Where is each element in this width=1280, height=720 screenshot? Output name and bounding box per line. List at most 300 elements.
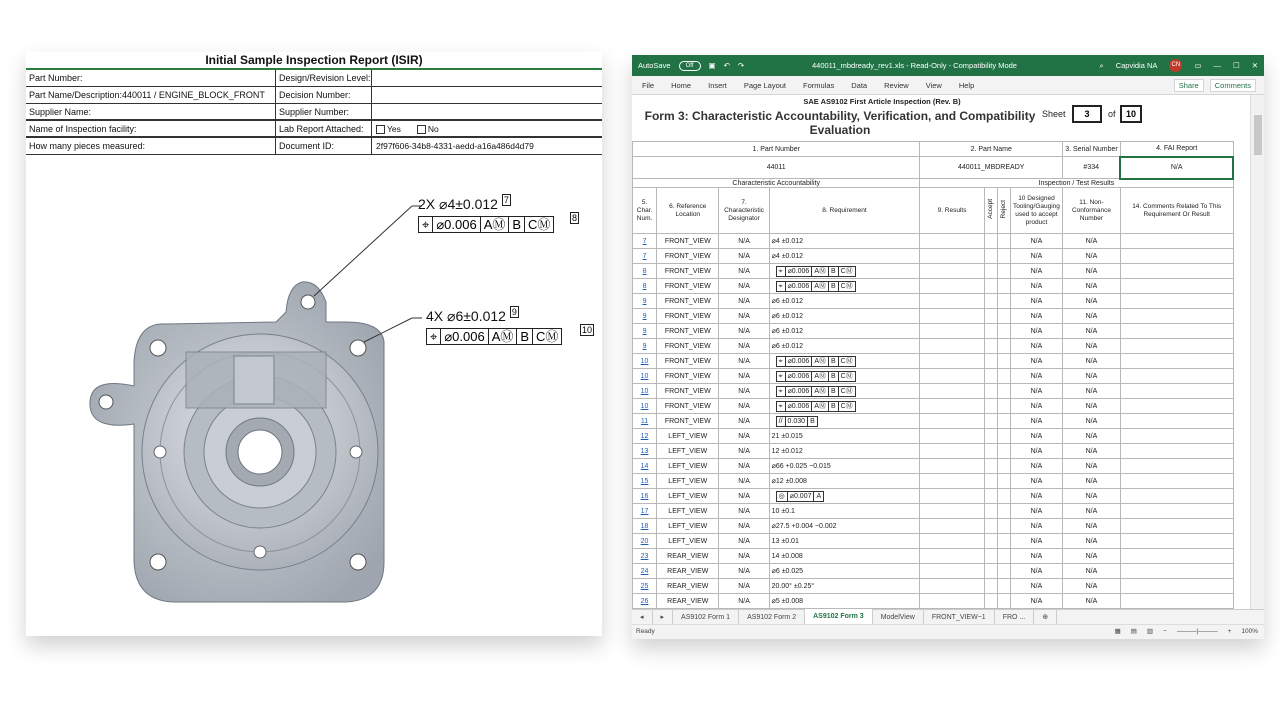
comments[interactable]: [1120, 519, 1233, 534]
non-conformance[interactable]: N/A: [1063, 504, 1121, 519]
accept[interactable]: [984, 384, 997, 399]
accept[interactable]: [984, 444, 997, 459]
char-num[interactable]: 11: [633, 414, 657, 429]
characteristic-designator[interactable]: N/A: [719, 339, 769, 354]
non-conformance[interactable]: N/A: [1063, 279, 1121, 294]
characteristic-designator[interactable]: N/A: [719, 399, 769, 414]
comments[interactable]: [1120, 399, 1233, 414]
characteristic-designator[interactable]: N/A: [719, 324, 769, 339]
accept[interactable]: [984, 564, 997, 579]
requirement[interactable]: ⌀4 ±0.012: [769, 234, 920, 249]
reference-location[interactable]: FRONT_VIEW: [657, 339, 719, 354]
accept[interactable]: [984, 309, 997, 324]
redo-icon[interactable]: ↷: [737, 61, 745, 70]
reference-location[interactable]: FRONT_VIEW: [657, 414, 719, 429]
results[interactable]: [920, 384, 984, 399]
non-conformance[interactable]: N/A: [1063, 369, 1121, 384]
non-conformance[interactable]: N/A: [1063, 459, 1121, 474]
requirement[interactable]: ⌀6 ±0.025: [769, 564, 920, 579]
non-conformance[interactable]: N/A: [1063, 324, 1121, 339]
reference-location[interactable]: FRONT_VIEW: [657, 294, 719, 309]
close-icon[interactable]: ✕: [1251, 61, 1258, 70]
share-button[interactable]: Share: [1174, 79, 1204, 92]
reject[interactable]: [997, 264, 1010, 279]
accept[interactable]: [984, 399, 997, 414]
characteristic-designator[interactable]: N/A: [719, 459, 769, 474]
requirement[interactable]: ⌀6 ±0.012: [769, 294, 920, 309]
requirement[interactable]: [769, 384, 920, 399]
results[interactable]: [920, 369, 984, 384]
char-num[interactable]: 8: [633, 279, 657, 294]
ribbon-display-icon[interactable]: ▭: [1194, 61, 1202, 70]
char-num[interactable]: 14: [633, 459, 657, 474]
comments[interactable]: [1120, 264, 1233, 279]
accept[interactable]: [984, 264, 997, 279]
reject[interactable]: [997, 249, 1010, 264]
results[interactable]: [920, 279, 984, 294]
results[interactable]: [920, 309, 984, 324]
reject[interactable]: [997, 579, 1010, 594]
accept[interactable]: [984, 489, 997, 504]
reference-location[interactable]: FRONT_VIEW: [657, 324, 719, 339]
comments[interactable]: [1120, 534, 1233, 549]
non-conformance[interactable]: N/A: [1063, 294, 1121, 309]
requirement[interactable]: [769, 264, 920, 279]
requirement[interactable]: [769, 399, 920, 414]
characteristic-designator[interactable]: N/A: [719, 549, 769, 564]
char-num[interactable]: 10: [633, 384, 657, 399]
tab-fro-[interactable]: FRO ...: [995, 610, 1035, 625]
accept[interactable]: [984, 369, 997, 384]
reference-location[interactable]: FRONT_VIEW: [657, 279, 719, 294]
menu-data[interactable]: Data: [851, 80, 868, 90]
characteristic-designator[interactable]: N/A: [719, 534, 769, 549]
tooling[interactable]: N/A: [1010, 249, 1062, 264]
characteristic-designator[interactable]: N/A: [719, 564, 769, 579]
results[interactable]: [920, 294, 984, 309]
characteristic-designator[interactable]: N/A: [719, 474, 769, 489]
non-conformance[interactable]: N/A: [1063, 534, 1121, 549]
results[interactable]: [920, 504, 984, 519]
requirement[interactable]: 10 ±0.1: [769, 504, 920, 519]
tooling[interactable]: N/A: [1010, 294, 1062, 309]
comments[interactable]: [1120, 309, 1233, 324]
reject[interactable]: [997, 294, 1010, 309]
accept[interactable]: [984, 594, 997, 609]
reject[interactable]: [997, 279, 1010, 294]
reference-location[interactable]: LEFT_VIEW: [657, 444, 719, 459]
characteristic-designator[interactable]: N/A: [719, 369, 769, 384]
characteristic-designator[interactable]: N/A: [719, 264, 769, 279]
char-num[interactable]: 16: [633, 489, 657, 504]
char-num[interactable]: 23: [633, 549, 657, 564]
accept[interactable]: [984, 279, 997, 294]
zoom-out-icon[interactable]: −: [1163, 628, 1167, 635]
char-num[interactable]: 9: [633, 339, 657, 354]
reference-location[interactable]: REAR_VIEW: [657, 594, 719, 609]
requirement[interactable]: [769, 414, 920, 429]
results[interactable]: [920, 429, 984, 444]
char-num[interactable]: 17: [633, 504, 657, 519]
reference-location[interactable]: FRONT_VIEW: [657, 249, 719, 264]
characteristic-designator[interactable]: N/A: [719, 429, 769, 444]
maximize-icon[interactable]: ☐: [1232, 61, 1240, 70]
tooling[interactable]: N/A: [1010, 309, 1062, 324]
non-conformance[interactable]: N/A: [1063, 264, 1121, 279]
comments[interactable]: [1120, 354, 1233, 369]
characteristic-designator[interactable]: N/A: [719, 444, 769, 459]
char-num[interactable]: 25: [633, 579, 657, 594]
accept[interactable]: [984, 354, 997, 369]
comments[interactable]: [1120, 294, 1233, 309]
requirement[interactable]: 20.00° ±0.25°: [769, 579, 920, 594]
zoom-slider[interactable]: ———|———: [1176, 628, 1218, 635]
characteristic-designator[interactable]: N/A: [719, 354, 769, 369]
non-conformance[interactable]: N/A: [1063, 414, 1121, 429]
fai-report-value[interactable]: N/A: [1120, 157, 1233, 179]
results[interactable]: [920, 354, 984, 369]
tooling[interactable]: N/A: [1010, 369, 1062, 384]
tooling[interactable]: N/A: [1010, 594, 1062, 609]
char-num[interactable]: 8: [633, 264, 657, 279]
tooling[interactable]: N/A: [1010, 324, 1062, 339]
characteristic-designator[interactable]: N/A: [719, 249, 769, 264]
reject[interactable]: [997, 549, 1010, 564]
tooling[interactable]: N/A: [1010, 354, 1062, 369]
results[interactable]: [920, 339, 984, 354]
scrollbar-thumb[interactable]: [1254, 115, 1262, 155]
requirement[interactable]: [769, 489, 920, 504]
tooling[interactable]: N/A: [1010, 384, 1062, 399]
tooling[interactable]: N/A: [1010, 519, 1062, 534]
accept[interactable]: [984, 519, 997, 534]
reference-location[interactable]: FRONT_VIEW: [657, 369, 719, 384]
reference-location[interactable]: FRONT_VIEW: [657, 354, 719, 369]
non-conformance[interactable]: N/A: [1063, 309, 1121, 324]
reject[interactable]: [997, 594, 1010, 609]
comments[interactable]: [1120, 459, 1233, 474]
comments[interactable]: [1120, 474, 1233, 489]
char-num[interactable]: 9: [633, 294, 657, 309]
autosave-toggle[interactable]: Off: [679, 61, 701, 71]
non-conformance[interactable]: N/A: [1063, 384, 1121, 399]
menu-review[interactable]: Review: [884, 80, 909, 90]
non-conformance[interactable]: N/A: [1063, 594, 1121, 609]
reference-location[interactable]: LEFT_VIEW: [657, 534, 719, 549]
menu-home[interactable]: Home: [671, 80, 692, 90]
sheet-total[interactable]: 10: [1120, 105, 1142, 123]
vertical-scrollbar[interactable]: [1250, 95, 1264, 609]
non-conformance[interactable]: N/A: [1063, 444, 1121, 459]
yes-checkbox[interactable]: [376, 125, 385, 134]
non-conformance[interactable]: N/A: [1063, 564, 1121, 579]
reject[interactable]: [997, 339, 1010, 354]
results[interactable]: [920, 594, 984, 609]
menu-formulas[interactable]: Formulas: [803, 80, 835, 90]
tab-nav-next[interactable]: ▸: [653, 610, 674, 625]
tooling[interactable]: N/A: [1010, 579, 1062, 594]
reject[interactable]: [997, 519, 1010, 534]
characteristic-designator[interactable]: N/A: [719, 384, 769, 399]
non-conformance[interactable]: N/A: [1063, 489, 1121, 504]
requirement[interactable]: 12 ±0.012: [769, 444, 920, 459]
requirement[interactable]: ⌀6 ±0.012: [769, 309, 920, 324]
results[interactable]: [920, 474, 984, 489]
comments[interactable]: [1120, 489, 1233, 504]
results[interactable]: [920, 579, 984, 594]
reject[interactable]: [997, 324, 1010, 339]
accept[interactable]: [984, 474, 997, 489]
reject[interactable]: [997, 489, 1010, 504]
characteristic-designator[interactable]: N/A: [719, 294, 769, 309]
tooling[interactable]: N/A: [1010, 489, 1062, 504]
requirement[interactable]: ⌀6 ±0.012: [769, 324, 920, 339]
comments-button[interactable]: Comments: [1210, 79, 1256, 92]
tooling[interactable]: N/A: [1010, 234, 1062, 249]
reject[interactable]: [997, 369, 1010, 384]
results[interactable]: [920, 549, 984, 564]
comments[interactable]: [1120, 324, 1233, 339]
comments[interactable]: [1120, 564, 1233, 579]
accept[interactable]: [984, 324, 997, 339]
requirement[interactable]: 21 ±0.015: [769, 429, 920, 444]
isir-field-value[interactable]: [372, 104, 602, 119]
tab-modelview[interactable]: ModelView: [873, 610, 924, 625]
char-num[interactable]: 15: [633, 474, 657, 489]
normal-view-icon[interactable]: ▦: [1114, 628, 1121, 635]
tab-as9102-form-1[interactable]: AS9102 Form 1: [673, 610, 739, 625]
non-conformance[interactable]: N/A: [1063, 519, 1121, 534]
reject[interactable]: [997, 309, 1010, 324]
reference-location[interactable]: LEFT_VIEW: [657, 519, 719, 534]
comments[interactable]: [1120, 549, 1233, 564]
char-num[interactable]: 7: [633, 249, 657, 264]
comments[interactable]: [1120, 249, 1233, 264]
non-conformance[interactable]: N/A: [1063, 354, 1121, 369]
tab-as9102-form-3[interactable]: AS9102 Form 3: [805, 609, 873, 626]
zoom-level[interactable]: 100%: [1241, 628, 1258, 635]
tab-nav-prev[interactable]: ◂: [632, 610, 653, 625]
no-checkbox[interactable]: [417, 125, 426, 134]
char-num[interactable]: 18: [633, 519, 657, 534]
reference-location[interactable]: LEFT_VIEW: [657, 429, 719, 444]
characteristic-designator[interactable]: N/A: [719, 234, 769, 249]
tooling[interactable]: N/A: [1010, 549, 1062, 564]
isir-field-value[interactable]: [372, 87, 602, 103]
worksheet[interactable]: [632, 95, 1264, 609]
tooling[interactable]: N/A: [1010, 399, 1062, 414]
characteristic-designator[interactable]: N/A: [719, 519, 769, 534]
comments[interactable]: [1120, 579, 1233, 594]
reference-location[interactable]: FRONT_VIEW: [657, 234, 719, 249]
menu-help[interactable]: Help: [958, 80, 975, 90]
accept[interactable]: [984, 534, 997, 549]
accept[interactable]: [984, 549, 997, 564]
char-num[interactable]: 20: [633, 534, 657, 549]
requirement[interactable]: 13 ±0.01: [769, 534, 920, 549]
char-num[interactable]: 24: [633, 564, 657, 579]
tooling[interactable]: N/A: [1010, 459, 1062, 474]
characteristic-designator[interactable]: N/A: [719, 414, 769, 429]
characteristic-designator[interactable]: N/A: [719, 279, 769, 294]
char-num[interactable]: 12: [633, 429, 657, 444]
results[interactable]: [920, 444, 984, 459]
characteristic-designator[interactable]: N/A: [719, 309, 769, 324]
characteristic-designator[interactable]: N/A: [719, 594, 769, 609]
tooling[interactable]: N/A: [1010, 279, 1062, 294]
reference-location[interactable]: FRONT_VIEW: [657, 309, 719, 324]
requirement[interactable]: ⌀27.5 +0.004 −0.002: [769, 519, 920, 534]
tooling[interactable]: N/A: [1010, 444, 1062, 459]
characteristic-designator[interactable]: N/A: [719, 489, 769, 504]
comments[interactable]: [1120, 384, 1233, 399]
reference-location[interactable]: REAR_VIEW: [657, 564, 719, 579]
characteristic-designator[interactable]: N/A: [719, 504, 769, 519]
search-icon[interactable]: ⌕: [1099, 61, 1104, 70]
accept[interactable]: [984, 459, 997, 474]
menu-insert[interactable]: Insert: [708, 80, 727, 90]
char-num[interactable]: 10: [633, 399, 657, 414]
isir-field-value[interactable]: 2f97f606-34b8-4331-aedd-a16a486d4d79: [376, 141, 534, 151]
add-sheet-icon[interactable]: ⊕: [1034, 610, 1057, 625]
accept[interactable]: [984, 579, 997, 594]
reference-location[interactable]: LEFT_VIEW: [657, 504, 719, 519]
page-break-icon[interactable]: ▥: [1146, 628, 1154, 635]
results[interactable]: [920, 534, 984, 549]
reject[interactable]: [997, 444, 1010, 459]
sheet-number[interactable]: 3: [1072, 105, 1102, 123]
char-num[interactable]: 9: [633, 324, 657, 339]
non-conformance[interactable]: N/A: [1063, 399, 1121, 414]
results[interactable]: [920, 324, 984, 339]
accept[interactable]: [984, 504, 997, 519]
tooling[interactable]: N/A: [1010, 414, 1062, 429]
results[interactable]: [920, 459, 984, 474]
results[interactable]: [920, 519, 984, 534]
accept[interactable]: [984, 339, 997, 354]
results[interactable]: [920, 264, 984, 279]
non-conformance[interactable]: N/A: [1063, 339, 1121, 354]
results[interactable]: [920, 249, 984, 264]
tooling[interactable]: N/A: [1010, 504, 1062, 519]
avatar[interactable]: CN: [1169, 59, 1182, 72]
reject[interactable]: [997, 534, 1010, 549]
reference-location[interactable]: FRONT_VIEW: [657, 399, 719, 414]
comments[interactable]: [1120, 504, 1233, 519]
comments[interactable]: [1120, 594, 1233, 609]
menu-page-layout[interactable]: Page Layout: [743, 80, 786, 90]
reject[interactable]: [997, 414, 1010, 429]
non-conformance[interactable]: N/A: [1063, 474, 1121, 489]
char-num[interactable]: 10: [633, 369, 657, 384]
requirement[interactable]: [769, 279, 920, 294]
reference-location[interactable]: REAR_VIEW: [657, 579, 719, 594]
results[interactable]: [920, 399, 984, 414]
reference-location[interactable]: LEFT_VIEW: [657, 474, 719, 489]
reject[interactable]: [997, 234, 1010, 249]
char-num[interactable]: 10: [633, 354, 657, 369]
accept[interactable]: [984, 234, 997, 249]
reject[interactable]: [997, 474, 1010, 489]
comments[interactable]: [1120, 339, 1233, 354]
reference-location[interactable]: FRONT_VIEW: [657, 384, 719, 399]
requirement[interactable]: [769, 369, 920, 384]
reject[interactable]: [997, 399, 1010, 414]
requirement[interactable]: ⌀12 ±0.008: [769, 474, 920, 489]
comments[interactable]: [1120, 279, 1233, 294]
char-num[interactable]: 26: [633, 594, 657, 609]
char-num[interactable]: 9: [633, 309, 657, 324]
tab-as9102-form-2[interactable]: AS9102 Form 2: [739, 610, 805, 625]
accept[interactable]: [984, 414, 997, 429]
accept[interactable]: [984, 294, 997, 309]
reference-location[interactable]: FRONT_VIEW: [657, 264, 719, 279]
tooling[interactable]: N/A: [1010, 564, 1062, 579]
isir-field-value[interactable]: [372, 70, 602, 86]
page-layout-icon[interactable]: ▤: [1130, 628, 1137, 635]
comments[interactable]: [1120, 429, 1233, 444]
reference-location[interactable]: LEFT_VIEW: [657, 459, 719, 474]
results[interactable]: [920, 234, 984, 249]
comments[interactable]: [1120, 369, 1233, 384]
requirement[interactable]: ⌀66 +0.025 −0.015: [769, 459, 920, 474]
part-name-value[interactable]: 440011_MBDREADY: [920, 157, 1063, 179]
requirement[interactable]: ⌀6 ±0.012: [769, 339, 920, 354]
characteristic-designator[interactable]: N/A: [719, 579, 769, 594]
reject[interactable]: [997, 354, 1010, 369]
undo-icon[interactable]: ↶: [723, 61, 730, 70]
reference-location[interactable]: LEFT_VIEW: [657, 489, 719, 504]
non-conformance[interactable]: N/A: [1063, 579, 1121, 594]
tab-front-view-1[interactable]: FRONT_VIEW~1: [924, 610, 995, 625]
menu-view[interactable]: View: [925, 80, 942, 90]
results[interactable]: [920, 414, 984, 429]
comments[interactable]: [1120, 444, 1233, 459]
requirement[interactable]: ⌀5 ±0.008: [769, 594, 920, 609]
tooling[interactable]: N/A: [1010, 534, 1062, 549]
char-num[interactable]: 7: [633, 234, 657, 249]
tooling[interactable]: N/A: [1010, 429, 1062, 444]
reject[interactable]: [997, 384, 1010, 399]
reject[interactable]: [997, 504, 1010, 519]
tooling[interactable]: N/A: [1010, 339, 1062, 354]
requirement[interactable]: ⌀4 ±0.012: [769, 249, 920, 264]
non-conformance[interactable]: N/A: [1063, 234, 1121, 249]
zoom-in-icon[interactable]: +: [1227, 628, 1232, 635]
comments[interactable]: [1120, 234, 1233, 249]
comments[interactable]: [1120, 414, 1233, 429]
non-conformance[interactable]: N/A: [1063, 249, 1121, 264]
reject[interactable]: [997, 564, 1010, 579]
tooling[interactable]: N/A: [1010, 474, 1062, 489]
results[interactable]: [920, 564, 984, 579]
reject[interactable]: [997, 459, 1010, 474]
accept[interactable]: [984, 429, 997, 444]
serial-number-value[interactable]: #334: [1063, 157, 1121, 179]
requirement[interactable]: 14 ±0.008: [769, 549, 920, 564]
save-icon[interactable]: ▣: [708, 61, 716, 70]
reject[interactable]: [997, 429, 1010, 444]
accept[interactable]: [984, 249, 997, 264]
reference-location[interactable]: REAR_VIEW: [657, 549, 719, 564]
minimize-icon[interactable]: —: [1213, 61, 1221, 70]
menu-file[interactable]: File: [642, 80, 655, 90]
requirement[interactable]: [769, 354, 920, 369]
char-num[interactable]: 13: [633, 444, 657, 459]
results[interactable]: [920, 489, 984, 504]
tooling[interactable]: N/A: [1010, 264, 1062, 279]
non-conformance[interactable]: N/A: [1063, 549, 1121, 564]
